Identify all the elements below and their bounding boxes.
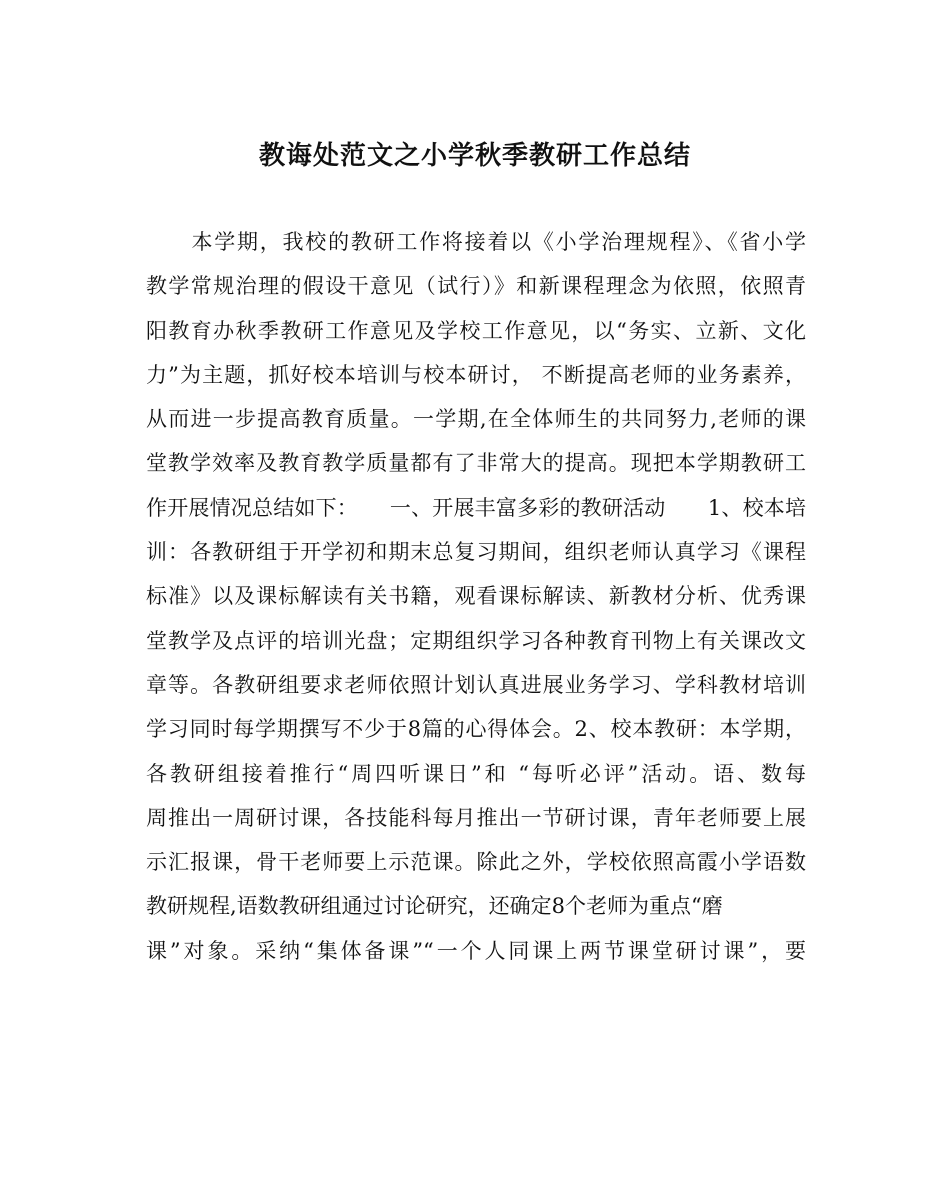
body-line: 各教研组接着推行“周四听课日”和 “每听必评”活动。语、数每 (146, 761, 806, 786)
body-line: 教学常规治理的假设干意见（试行）》和新课程理念为依照，依照青 (146, 274, 806, 299)
body-line: 堂教学及点评的培训光盘；定期组织学习各种教育刊物上有关课改文 (146, 628, 806, 653)
body-line: 标准》以及课标解读有关书籍，观看课标解读、新教材分析、优秀课 (146, 584, 806, 609)
body-line: 教研规程,语数教研组通过讨论研究，还确定8个老师为重点“磨 (146, 894, 723, 919)
body-line: 学习同时每学期撰写不少于8篇的心得体会。2、校本教研：本学期， (146, 717, 806, 742)
body-line: 章等。各教研组要求老师依照计划认真进展业务学习、学科教材培训 (146, 672, 806, 697)
body-line: 从而进一步提高教育质量。一学期,在全体师生的共同努力,老师的课 (146, 407, 806, 432)
body-line: 示汇报课，骨干老师要上示范课。除此之外，学校依照高霞小学语数 (146, 850, 806, 875)
body-line: 本学期，我校的教研工作将接着以《小学治理规程》、《省小学 (146, 230, 806, 254)
document-title: 教诲处范文之小学秋季教研工作总结 (258, 141, 691, 171)
body-line: 堂教学效率及教育教学质量都有了非常大的提高。现把本学期教研工 (146, 451, 806, 476)
body-line: 阳教育办秋季教研工作意见及学校工作意见，以“务实、立新、文化 (146, 318, 806, 343)
body-line: 训：各教研组于开学初和期末总复习期间，组织老师认真学习《课程 (146, 540, 806, 565)
document-body (146, 220, 806, 973)
body-line: 力”为主题，抓好校本培训与校本研讨， 不断提高老师的业务素养， (146, 362, 806, 387)
body-line: 课”对象。采纳“集体备课”“一个人同课上两节课堂研讨课”，要 (146, 938, 806, 963)
body-line: 作开展情况总结如下： 一、开展丰富多彩的教研活动 1、校本培 (146, 495, 806, 520)
body-line: 周推出一周研讨课，各技能科每月推出一节研讨课，青年老师要上展 (146, 805, 806, 830)
